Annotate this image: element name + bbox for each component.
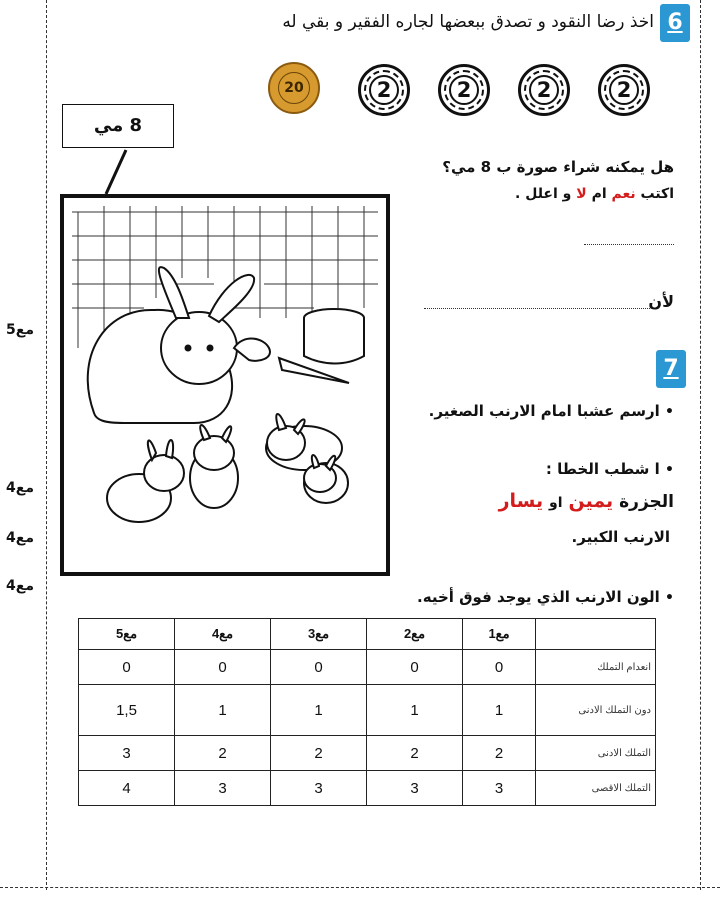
table-cell: 3 [79,736,175,771]
coin-2 [438,64,490,116]
coin-2 [518,64,570,116]
table-row [79,650,656,685]
item2-prefix: الجزرة [619,492,674,512]
coin-2-value: 2 [369,75,399,105]
because-label: لأن [648,292,674,311]
side-label-criterion: مع4 [6,530,34,546]
exercise-6-number: 6 [667,10,683,35]
exercise-6-question: هل يمكنه شراء صورة ب 8 مي؟ [442,158,674,176]
table-header-row [79,619,656,650]
exercise-6-answer-instruction [374,186,674,202]
grading-table [78,618,656,806]
table-cell: 1 [367,685,463,736]
table-header-cell [536,619,656,650]
table-cell: 0 [463,650,536,685]
right-margin-dashed-line [700,0,701,890]
exercise-6-badge [660,4,690,42]
answer-no: لا [576,186,587,202]
table-cell: 2 [367,736,463,771]
side-label-criterion: مع4 [6,578,34,594]
exercise-7-item1 [374,402,674,420]
answer-blank-line[interactable] [584,244,674,245]
table-cell: 3 [175,771,271,806]
coin-2-value: 2 [529,75,559,105]
table-cell: 1 [175,685,271,736]
coin-2 [358,64,410,116]
table-row [79,736,656,771]
side-label-criterion: مع5 [6,322,34,338]
rabbits-picture [60,194,390,576]
exercise-7-badge [656,350,686,388]
item2-or: او [549,495,563,511]
table-cell: 1 [463,685,536,736]
table-header-cell: مع2 [367,619,463,650]
bullet: • [665,462,674,478]
answer-yes: نعم [611,186,636,202]
coin-2 [598,64,650,116]
exercise-7-item3 [354,588,674,606]
table-cell: 0 [175,650,271,685]
table-cell: 1 [271,685,367,736]
table-row-label: انعدام التملك [536,650,656,685]
table-cell: 0 [367,650,463,685]
item3-text: الون الارنب الذي يوجد فوق أخيه. [417,588,660,606]
answer-or: ام [591,186,607,202]
table-row [79,685,656,736]
left-margin-dashed-line [46,0,47,890]
item2-right[interactable]: يمين [568,490,614,512]
coin-2-value: 2 [449,75,479,105]
table-cell: 0 [79,650,175,685]
item2-title: ا شطب الخطا : [545,460,660,478]
table-header-cell: مع4 [175,619,271,650]
table-cell: 2 [463,736,536,771]
table-cell: 2 [175,736,271,771]
price-tag: 8 مي [62,104,174,148]
table-header-cell: مع3 [271,619,367,650]
item1-text: ارسم عشبا امام الارنب الصغير. [428,402,660,420]
exercise-7-item2-line2: الارنب الكبير. [571,528,670,546]
exercise-7-item2 [374,460,674,478]
table-cell: 3 [463,771,536,806]
rabbits-drawing [64,198,386,572]
coin-2-value: 2 [609,75,639,105]
table-cell: 3 [271,771,367,806]
because-blank-line[interactable] [424,308,652,309]
table-row-label: التملك الادنى [536,736,656,771]
table-row [79,771,656,806]
table-cell: 1,5 [79,685,175,736]
exercise-7-item2-line [374,490,674,512]
table-header-cell: مع1 [463,619,536,650]
bullet: • [665,590,674,606]
price-tag-pointer [98,148,138,198]
side-label-criterion: مع4 [6,480,34,496]
table-row-label: دون التملك الادنى [536,685,656,736]
coin-20-value: 20 [278,72,310,104]
coin-20 [268,62,320,114]
table-cell: 4 [79,771,175,806]
table-row-label: التملك الاقصى [536,771,656,806]
exercise-7-number: 7 [663,356,679,381]
answer-prefix: اكتب [640,186,674,202]
table-cell: 2 [271,736,367,771]
exercise-6-instruction: اخذ رضا النقود و تصدق ببعضها لجاره الفقير و بقي له [282,12,654,32]
item2-left[interactable]: يسار [498,490,544,512]
table-cell: 0 [271,650,367,685]
table-cell: 3 [367,771,463,806]
bullet: • [665,404,674,420]
table-header-cell: مع5 [79,619,175,650]
bottom-dashed-line [0,887,720,888]
answer-suffix: و اعلل . [515,186,572,202]
